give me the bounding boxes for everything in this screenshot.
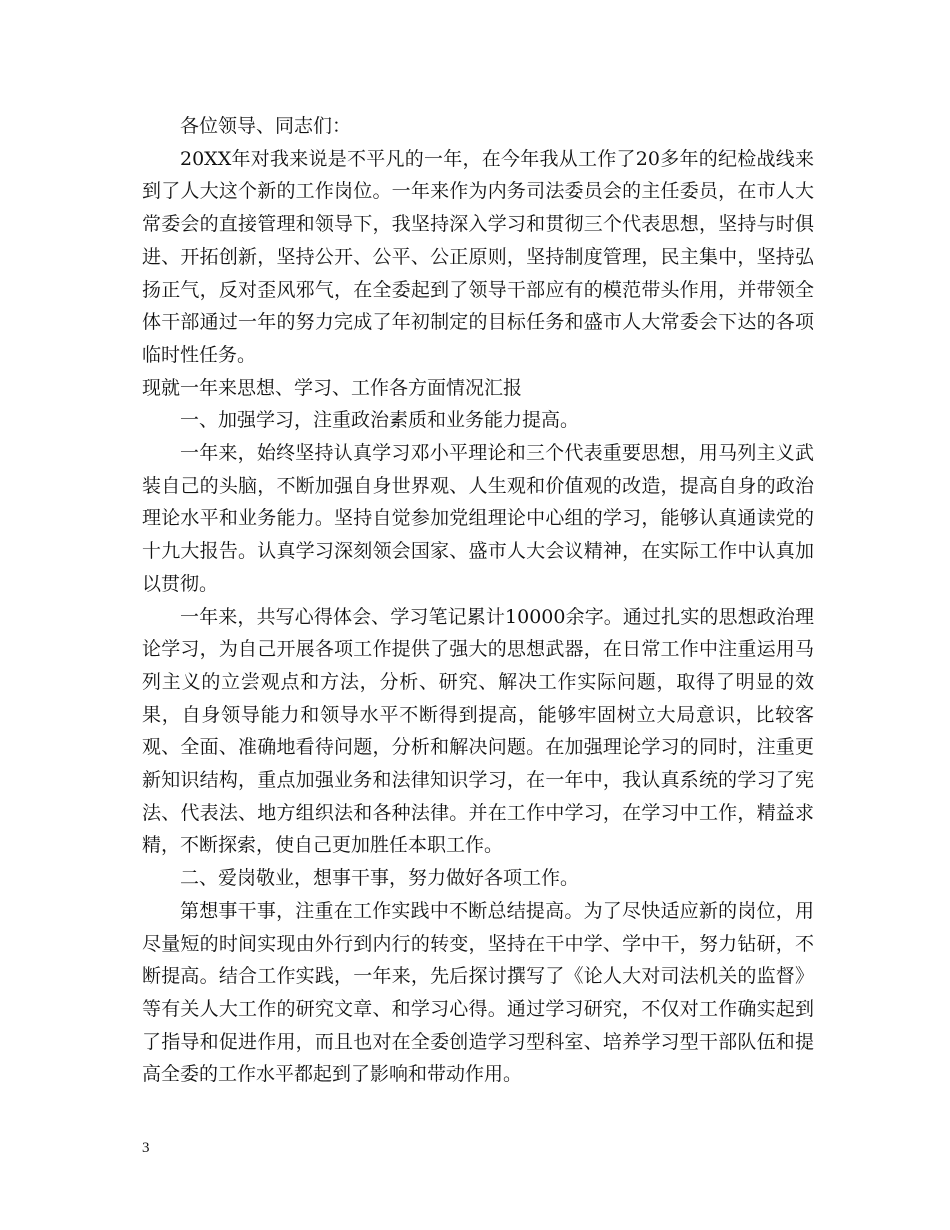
salutation: 各位领导、同志们：	[180, 115, 352, 137]
paragraph-notes: 一年来，共写心得体会、学习笔记累计10000余字。通过扎实的思想政治理论学习，为自己开展各项工作提供了强大的思想武器，在日常工作中注重运用马列主义的立尝观点和方法，分析、研究、解决工作实际问题，取得了明显的效果，自身领导能力和领导水平不断得到提高，能够牢固树立大局意识，比较客观、全面、准确地看待问题，分析和解决问题。在加强理论学习的同时，注重更新知识结构，重点加强业务和法律知识学习，在一年中，我认真系统的学习了宪法、代表法、地方组织法和各种法律。并在工作中学习，在学习中工作，精益求精，不断探索，使自己更加胜任本职工作。	[142, 605, 814, 857]
paragraph-report-intro: 现就一年来思想、学习、工作各方面情况汇报	[142, 376, 523, 399]
paragraph-opening: 20XX年对我来说是不平凡的一年，在今年我从工作了20多年的纪检战线来到了人大这个新的工作岗位。一年来作为内务司法委员会的主任委员，在市人大常委会的直接管理和领导下，我坚持深入学习和贯彻三个代表思想，坚持与时俱进、开拓创新，坚持公开、公平、公正原则，坚持制度管理，民主集中，坚持弘扬正气，反对歪风邪气，在全委起到了领导干部应有的模范带头作用，并带领全体干部通过一年的努力完成了年初制定的目标任务和盛市人大常委会下达的各项临时性任务。	[142, 147, 814, 366]
paragraph-study: 一年来，始终坚持认真学习邓小平理论和三个代表重要思想，用马列主义武装自己的头脑，不断加强自身世界观、人生观和价值观的改造，提高自身的政治理论水平和业务能力。坚持自觉参加党组理论中心组的学习，能够认真通读党的十九大报告。认真学习深刻领会国家、盛市人大会议精神，在实际工作中认真加以贯彻。	[142, 442, 814, 595]
page-number: 3	[142, 1140, 150, 1156]
section-heading-2: 二、爱岗敬业，想事干事，努力做好各项工作。	[180, 867, 580, 890]
paragraph-work: 第想事干事，注重在工作实践中不断总结提高。为了尽快适应新的岗位，用尽量短的时间实现由外行到内行的转变，坚持在干中学、学中干，努力钻研，不断提高。结合工作实践，一年来，先后探讨撰写了《论人大对司法机关的监督》等有关人大工作的研究文章、和学习心得。通过学习研究，不仅对工作确实起到了指导和促进作用，而且也对在全委创造学习型科室、培养学习型干部队伍和提高全委的工作水平都起到了影响和带动作用。	[142, 899, 814, 1086]
document-body	[142, 110, 814, 1091]
section-heading-1: 一、加强学习，注重政治素质和业务能力提高。	[180, 409, 580, 432]
